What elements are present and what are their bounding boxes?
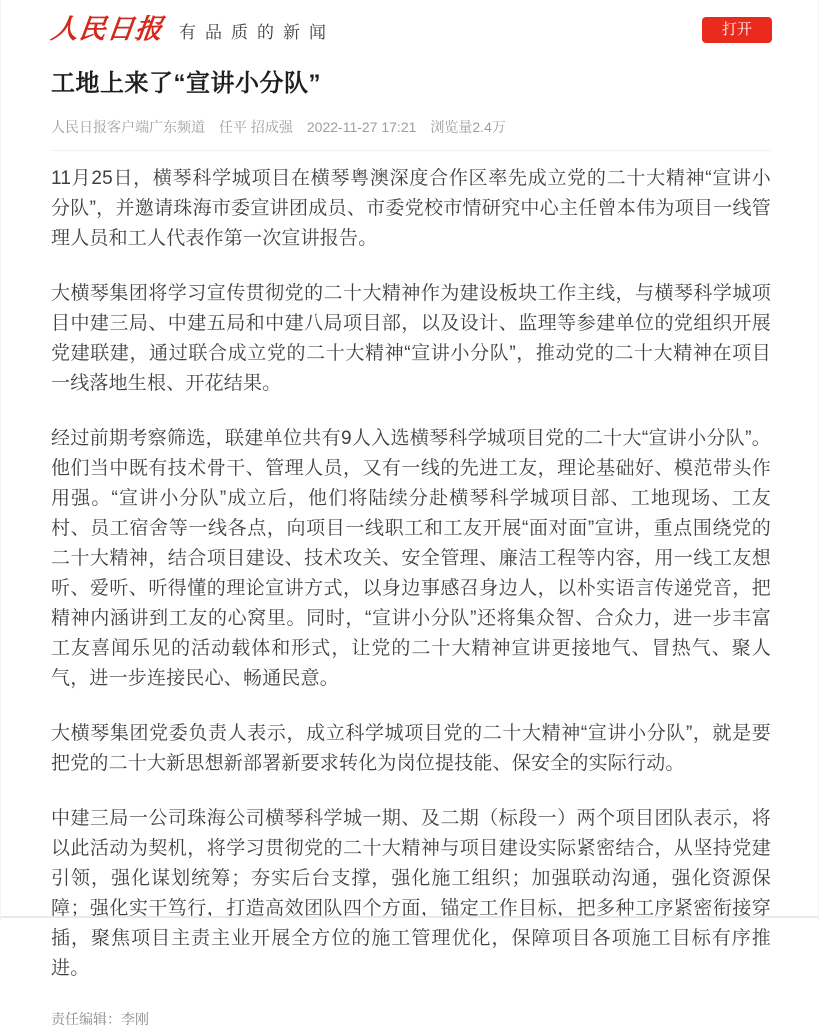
meta-datetime: 2022-11-27 17:21 xyxy=(306,119,417,135)
article-title: 工地上来了“宣讲小分队” xyxy=(51,70,321,97)
article-body xyxy=(51,164,771,984)
paragraph: 11月25日，横琴科学城项目在横琴粤澳深度合作区率先成立党的二十大精神“宣讲小分队”，并邀请珠海市委宣讲团成员、市委党校市情研究中心主任曾本伟为项目一线管理人员和工人代表作第一次宣讲报告。 xyxy=(51,168,771,249)
site-tagline: 有品质的新闻 xyxy=(179,23,335,42)
open-app-button[interactable]: 打开 xyxy=(702,17,772,43)
paragraph: 中建三局一公司珠海公司横琴科学城一期、及二期（标段一）两个项目团队表示，将以此活动为契机，将学习贯彻党的二十大精神与项目建设实际紧密结合，从坚持党建引领，强化谋划统筹；夯实后台支撑，强化施工组织；加强联动沟通，强化资源保障；强化实干笃行，打造高效团队四个方面，锚定工作目标，把多种工序紧密衔接穿插，聚焦项目主责主业开展全方位的施工管理优化，保障项目各项施工目标有序推进。 xyxy=(51,808,771,979)
editor-credit: 责任编辑：李刚 xyxy=(51,1011,149,1027)
logo-group xyxy=(51,15,335,45)
article-meta xyxy=(51,117,771,137)
meta-source: 人民日报客户端广东频道 xyxy=(51,119,205,135)
paragraph: 大横琴集团党委负责人表示，成立科学城项目党的二十大精神“宣讲小分队”，就是要把党的二十大新思想新部署新要求转化为岗位提技能、保安全的实际行动。 xyxy=(51,723,771,774)
site-header xyxy=(1,0,818,48)
meta-divider xyxy=(51,150,771,151)
peoples-daily-logo[interactable]: 人民日报 xyxy=(49,14,165,45)
paragraph: 经过前期考察筛选，联建单位共有9人入选横琴科学城项目党的二十大“宣讲小分队”。他们当中既有技术骨干、管理人员，又有一线的先进工友，理论基础好、模范带头作用强。“宣讲小分队”成立后，他们将陆续分赴横琴科学城项目部、工地现场、工友村、员工宿舍等一线各点，向项目一线职工和工友开展“面对面”宣讲，重点围绕党的二十大精神，结合项目建设、技术攻关、安全管理、廉洁工程等内容，用一线工友想听、爱听、听得懂的理论宣讲方式，以身边事感召身边人，以朴实语言传递党音，把精神内涵讲到工友的心窝里。同时，“宣讲小分队”还将集众智、合众力，进一步丰富工友喜闻乐见的活动载体和形式，让党的二十大精神宣讲更接地气、冒热气、聚人气，进一步连接民心、畅通民意。 xyxy=(51,428,771,689)
paragraph: 大横琴集团将学习宣传贯彻党的二十大精神作为建设板块工作主线，与横琴科学城项目中建三局、中建五局和中建八局项目部，以及设计、监理等参建单位的党组织开展党建联建，通过联合成立党的二十大精神“宣讲小分队”，推动党的二十大精神在项目一线落地生根、开花结果。 xyxy=(51,283,771,394)
meta-authors: 任平 招成强 xyxy=(219,119,293,135)
bottom-divider xyxy=(1,916,818,918)
article-main xyxy=(1,68,818,1029)
meta-views: 浏览量2.4万 xyxy=(430,119,506,135)
